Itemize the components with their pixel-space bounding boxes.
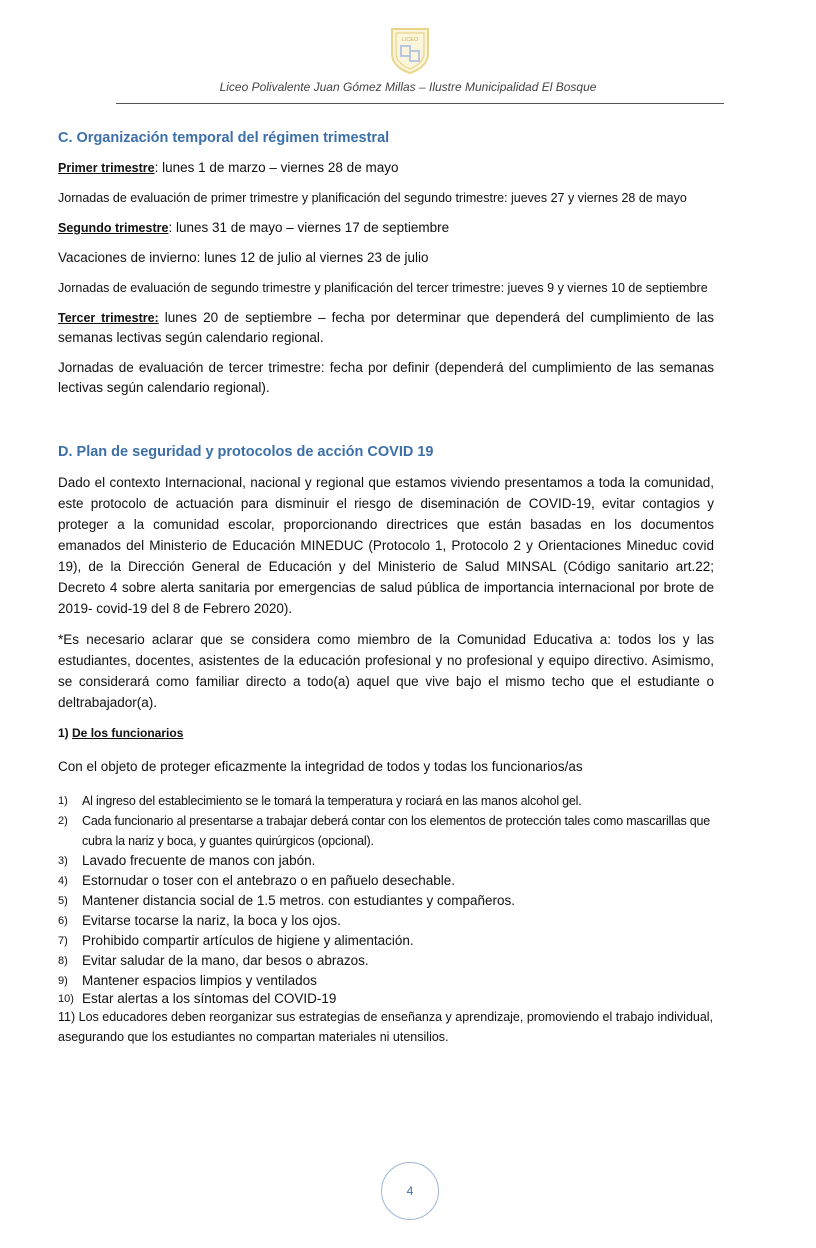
third-trimester-line [58,308,714,348]
list-item [58,791,714,811]
section-c-title: C. Organización temporal del régimen trimestral [58,130,390,146]
section-spacer [58,408,714,442]
list-item-number: 7) [58,935,68,947]
second-trimester-term: Segundo trimestre [58,221,169,235]
list-item-number: 3) [58,855,68,867]
list-item-text: Lavado frecuente de manos con jabón. [82,853,316,868]
third-trimester-term: Tercer trimestre: [58,311,159,325]
second-trimester-line [58,218,714,238]
third-trimester-dates: lunes 20 de septiembre – fecha por determinar que dependerá del cumplimiento de las semanas lectivas según calendario regional. [58,310,714,345]
list-item-number: 4) [58,875,68,887]
header-title: Liceo Polivalente Juan Gómez Millas – Ilustre Municipalidad El Bosque [219,80,597,94]
list-item [58,811,714,851]
main-content [58,128,714,1047]
covid-intro-paragraph: Dado el contexto Internacional, nacional y regional que estamos viviendo presentamos a toda la comunidad, este protocolo de actuación para disminuir el riesgo de diseminación de COVID-19, evitar contagios y proteger a la comunidad escolar, proporcionando directrices que están basadas en los documentos emanados del Ministerio de Educación MINEDUC (Protocolo 1, Protocolo 2 y Orientaciones Mineduc covid 19), de la Dirección General de Educación y del Ministerio de Salud MINSAL (Código sanitario art.22; Decreto 4 sobre alerta sanitaria por emergencias de salud pública de importancia internacional por brote de 2019- covid-19 del 8 de Febrero 2020). [58,475,714,616]
list-item-text: Cada funcionario al presentarse a trabajar deberá contar con los elementos de protección tales como mascarillas que cubra la nariz y boca, y guantes quirúrgicos (opcional). [82,814,711,848]
list-item [58,871,714,891]
list-item-text: Evitar saludar de la mano, dar besos o abrazos. [82,953,369,968]
list-item-number: 8) [58,955,68,967]
list-item-text: Al ingreso del establecimiento se le tomará la temperatura y rociará en las manos alcohol gel. [82,794,582,808]
first-trimester-dates: : lunes 1 de marzo – viernes 28 de mayo [154,160,399,175]
list-item-text: Evitarse tocarse la nariz, la boca y los ojos. [82,913,341,928]
school-logo [389,26,431,74]
list-item-11: 11) Los educadores deben reorganizar sus estrategias de enseñanza y aprendizaje, promoviendo el trabajo individual, asegurando que los estudiantes no compartan materiales ni utensilios. [58,1010,714,1044]
subsection-heading [58,723,714,743]
staff-measures-list [58,791,714,1007]
list-item [58,991,714,1007]
second-trimester-dates: : lunes 31 de mayo – viernes 17 de septiembre [168,220,450,235]
subsection-title: De los funcionarios [72,726,184,740]
list-item [58,971,714,991]
second-trimester-evaluation: Jornadas de evaluación de segundo trimestre y planificación del tercer trimestre: jueves 9 y viernes 10 de septiembre [58,281,708,295]
list-item-number: 10) [58,993,74,1005]
section-d-title: D. Plan de seguridad y protocolos de acción COVID 19 [58,444,434,460]
list-item-number: 6) [58,915,68,927]
list-item-text: Mantener distancia social de 1.5 metros. con estudiantes y compañeros. [82,893,515,908]
list-item-text: Mantener espacios limpios y ventilados [82,973,317,988]
list-item [58,891,714,911]
list-item-text: Estar alertas a los síntomas del COVID-19 [82,991,337,1006]
first-trimester-term: Primer trimestre [58,161,155,175]
first-trimester-evaluation: Jornadas de evaluación de primer trimestre y planificación del segundo trimestre: jueves 27 y viernes 28 de mayo [58,191,687,205]
list-item [58,851,714,871]
list-item-text: Prohibido compartir artículos de higiene y alimentación. [82,933,414,948]
page-number: 4 [381,1162,439,1220]
list-item-number: 5) [58,895,68,907]
header-divider [116,103,724,104]
winter-vacation: Vacaciones de invierno: lunes 12 de julio al viernes 23 de julio [58,250,429,265]
logo-text: LICEO [401,37,419,43]
list-item-text: Estornudar o toser con el antebrazo o en pañuelo desechable. [82,873,456,888]
list-item [58,911,714,931]
community-note-paragraph: *Es necesario aclarar que se considera como miembro de la Comunidad Educativa a: todos los y las estudiantes, docentes, asistentes de la educación profesional y no profesional y equipo directivo. Asimismo, se considerará como familiar directo a todo(a) aquel que vive bajo el mismo techo que el estudiante o deltrabajador(a). [58,632,714,710]
list-item-number: 2) [58,815,68,827]
list-item-number: 1) [58,795,68,807]
subsection-number: 1) [58,726,69,740]
subsection-intro: Con el objeto de proteger eficazmente la integridad de todos y todas los funcionarios/as [58,759,583,774]
list-item-number: 9) [58,975,68,987]
third-trimester-evaluation: Jornadas de evaluación de tercer trimestre: fecha por definir (dependerá del cumplimiento de las semanas lectivas según calendario regional). [58,360,714,395]
first-trimester-line [58,158,714,178]
list-item [58,931,714,951]
list-item [58,951,714,971]
